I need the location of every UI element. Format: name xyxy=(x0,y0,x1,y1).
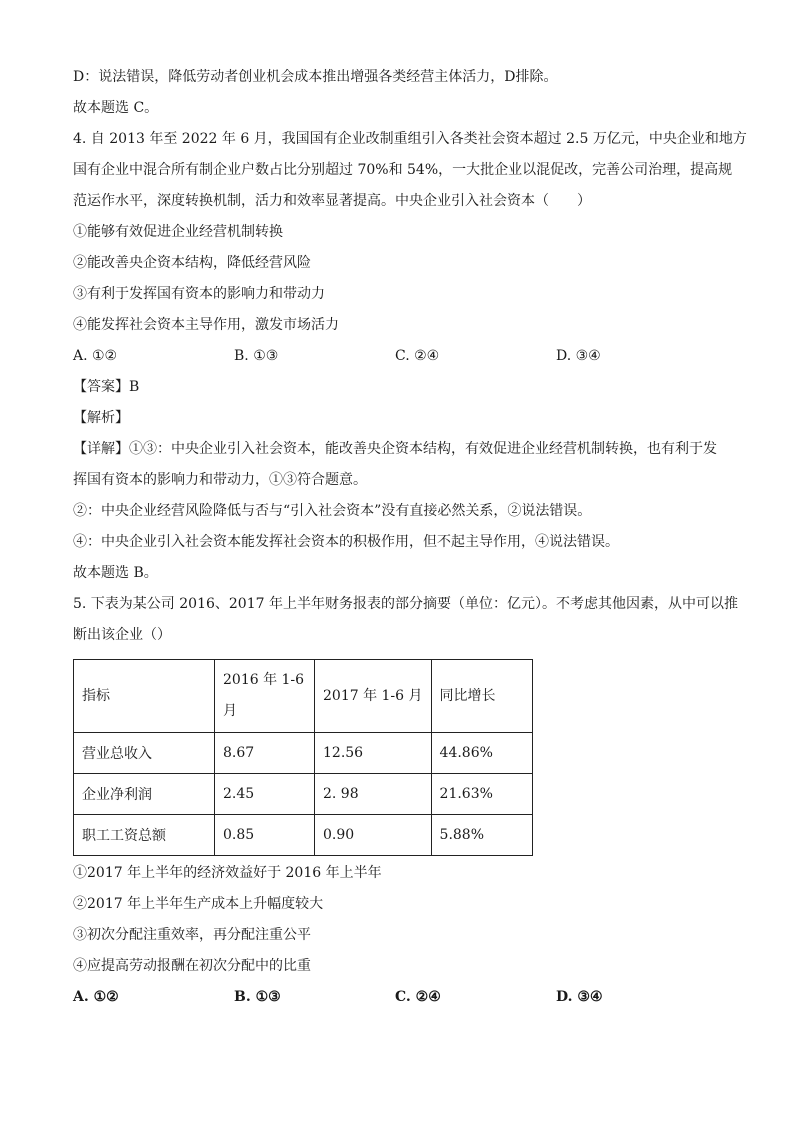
table-row xyxy=(74,774,533,815)
option-c: C. ②④ xyxy=(395,348,440,364)
statement: ①能够有效促进企业经营机制转换 xyxy=(73,224,283,240)
statement: ④能发挥社会资本主导作用，激发市场活力 xyxy=(73,317,339,333)
table-header-cell: 2016 年 1-6 月 xyxy=(215,660,315,733)
text-line: 故本题选 C。 xyxy=(73,100,159,116)
table-cell: 2. 98 xyxy=(315,774,432,815)
option-a: A. ①② xyxy=(73,348,118,364)
table-cell: 企业净利润 xyxy=(74,774,215,815)
analysis-label: 【解析】 xyxy=(73,410,129,426)
text-line: D：说法错误，降低劳动者创业机会成本推出增强各类经营主体活力，D排除。 xyxy=(73,69,558,85)
table-cell: 职工工资总额 xyxy=(74,815,215,856)
table-cell: 12.56 xyxy=(315,733,432,774)
table-cell: 21.63% xyxy=(431,774,532,815)
question-stem-line: 断出该企业（） xyxy=(73,627,171,643)
question-stem-line: 4. 自 2013 年至 2022 年 6 月，我国国有企业改制重组引入各类社会资本超过 2.5 万亿元，中央企业和地方 xyxy=(73,131,747,147)
answer-line: 【答案】B xyxy=(73,379,140,395)
financial-table xyxy=(73,659,533,856)
table-cell: 2.45 xyxy=(215,774,315,815)
document-page xyxy=(73,62,747,1013)
analysis-line: ②：中央企业经营风险降低与否与“引入社会资本”没有直接必然关系，②说法错误。 xyxy=(73,503,592,519)
table-header-cell: 同比增长 xyxy=(431,660,532,733)
statement: ③有利于发挥国有资本的影响力和带动力 xyxy=(73,286,325,302)
option-d: D. ③④ xyxy=(556,989,603,1005)
statement: ②2017 年上半年生产成本上升幅度较大 xyxy=(73,896,324,912)
table-cell: 营业总收入 xyxy=(74,733,215,774)
statement: ④应提高劳动报酬在初次分配中的比重 xyxy=(73,958,311,974)
answer-options xyxy=(73,982,728,1013)
option-c: C. ②④ xyxy=(395,989,441,1005)
table-cell: 0.90 xyxy=(315,815,432,856)
option-d: D. ③④ xyxy=(556,348,601,364)
question-stem-line: 范运作水平，深度转换机制，活力和效率显著提高。中央企业引入社会资本（ ） xyxy=(73,193,591,209)
table-cell: 8.67 xyxy=(215,733,315,774)
table-header-cell: 2017 年 1-6 月 xyxy=(315,660,432,733)
statement: ③初次分配注重效率，再分配注重公平 xyxy=(73,927,311,943)
table-cell: 0.85 xyxy=(215,815,315,856)
table-cell: 44.86% xyxy=(431,733,532,774)
statement: ①2017 年上半年的经济效益好于 2016 年上半年 xyxy=(73,865,382,881)
question-stem-line: 国有企业中混合所有制企业户数占比分别超过 70%和 54%，一大批企业以混促改，完善公司治理，提高规 xyxy=(73,162,733,178)
question-5 xyxy=(73,589,738,1013)
analysis-line: 【详解】①③：中央企业引入社会资本，能改善央企资本结构，有效促进企业经营机制转换，也有利于发 xyxy=(73,441,717,457)
table-header-row xyxy=(74,660,533,733)
analysis-line: ④：中央企业引入社会资本能发挥社会资本的积极作用，但不起主导作用，④说法错误。 xyxy=(73,534,619,550)
table-header-cell: 指标 xyxy=(74,660,215,733)
answer-options xyxy=(73,341,728,372)
statement: ②能改善央企资本结构，降低经营风险 xyxy=(73,255,311,271)
analysis-line: 挥国有资本的影响力和带动力，①③符合题意。 xyxy=(73,472,367,488)
option-a: A. ①② xyxy=(73,989,119,1005)
table-cell: 5.88% xyxy=(431,815,532,856)
question-4 xyxy=(73,124,747,589)
table-row xyxy=(74,815,533,856)
question-stem-line: 5. 下表为某公司 2016、2017 年上半年财务报表的部分摘要（单位：亿元）。不考虑其他因素，从中可以推 xyxy=(73,596,738,612)
option-b: B. ①③ xyxy=(234,348,279,364)
option-b: B. ①③ xyxy=(234,989,281,1005)
table-row xyxy=(74,733,533,774)
analysis-line: 故本题选 B。 xyxy=(73,565,158,581)
